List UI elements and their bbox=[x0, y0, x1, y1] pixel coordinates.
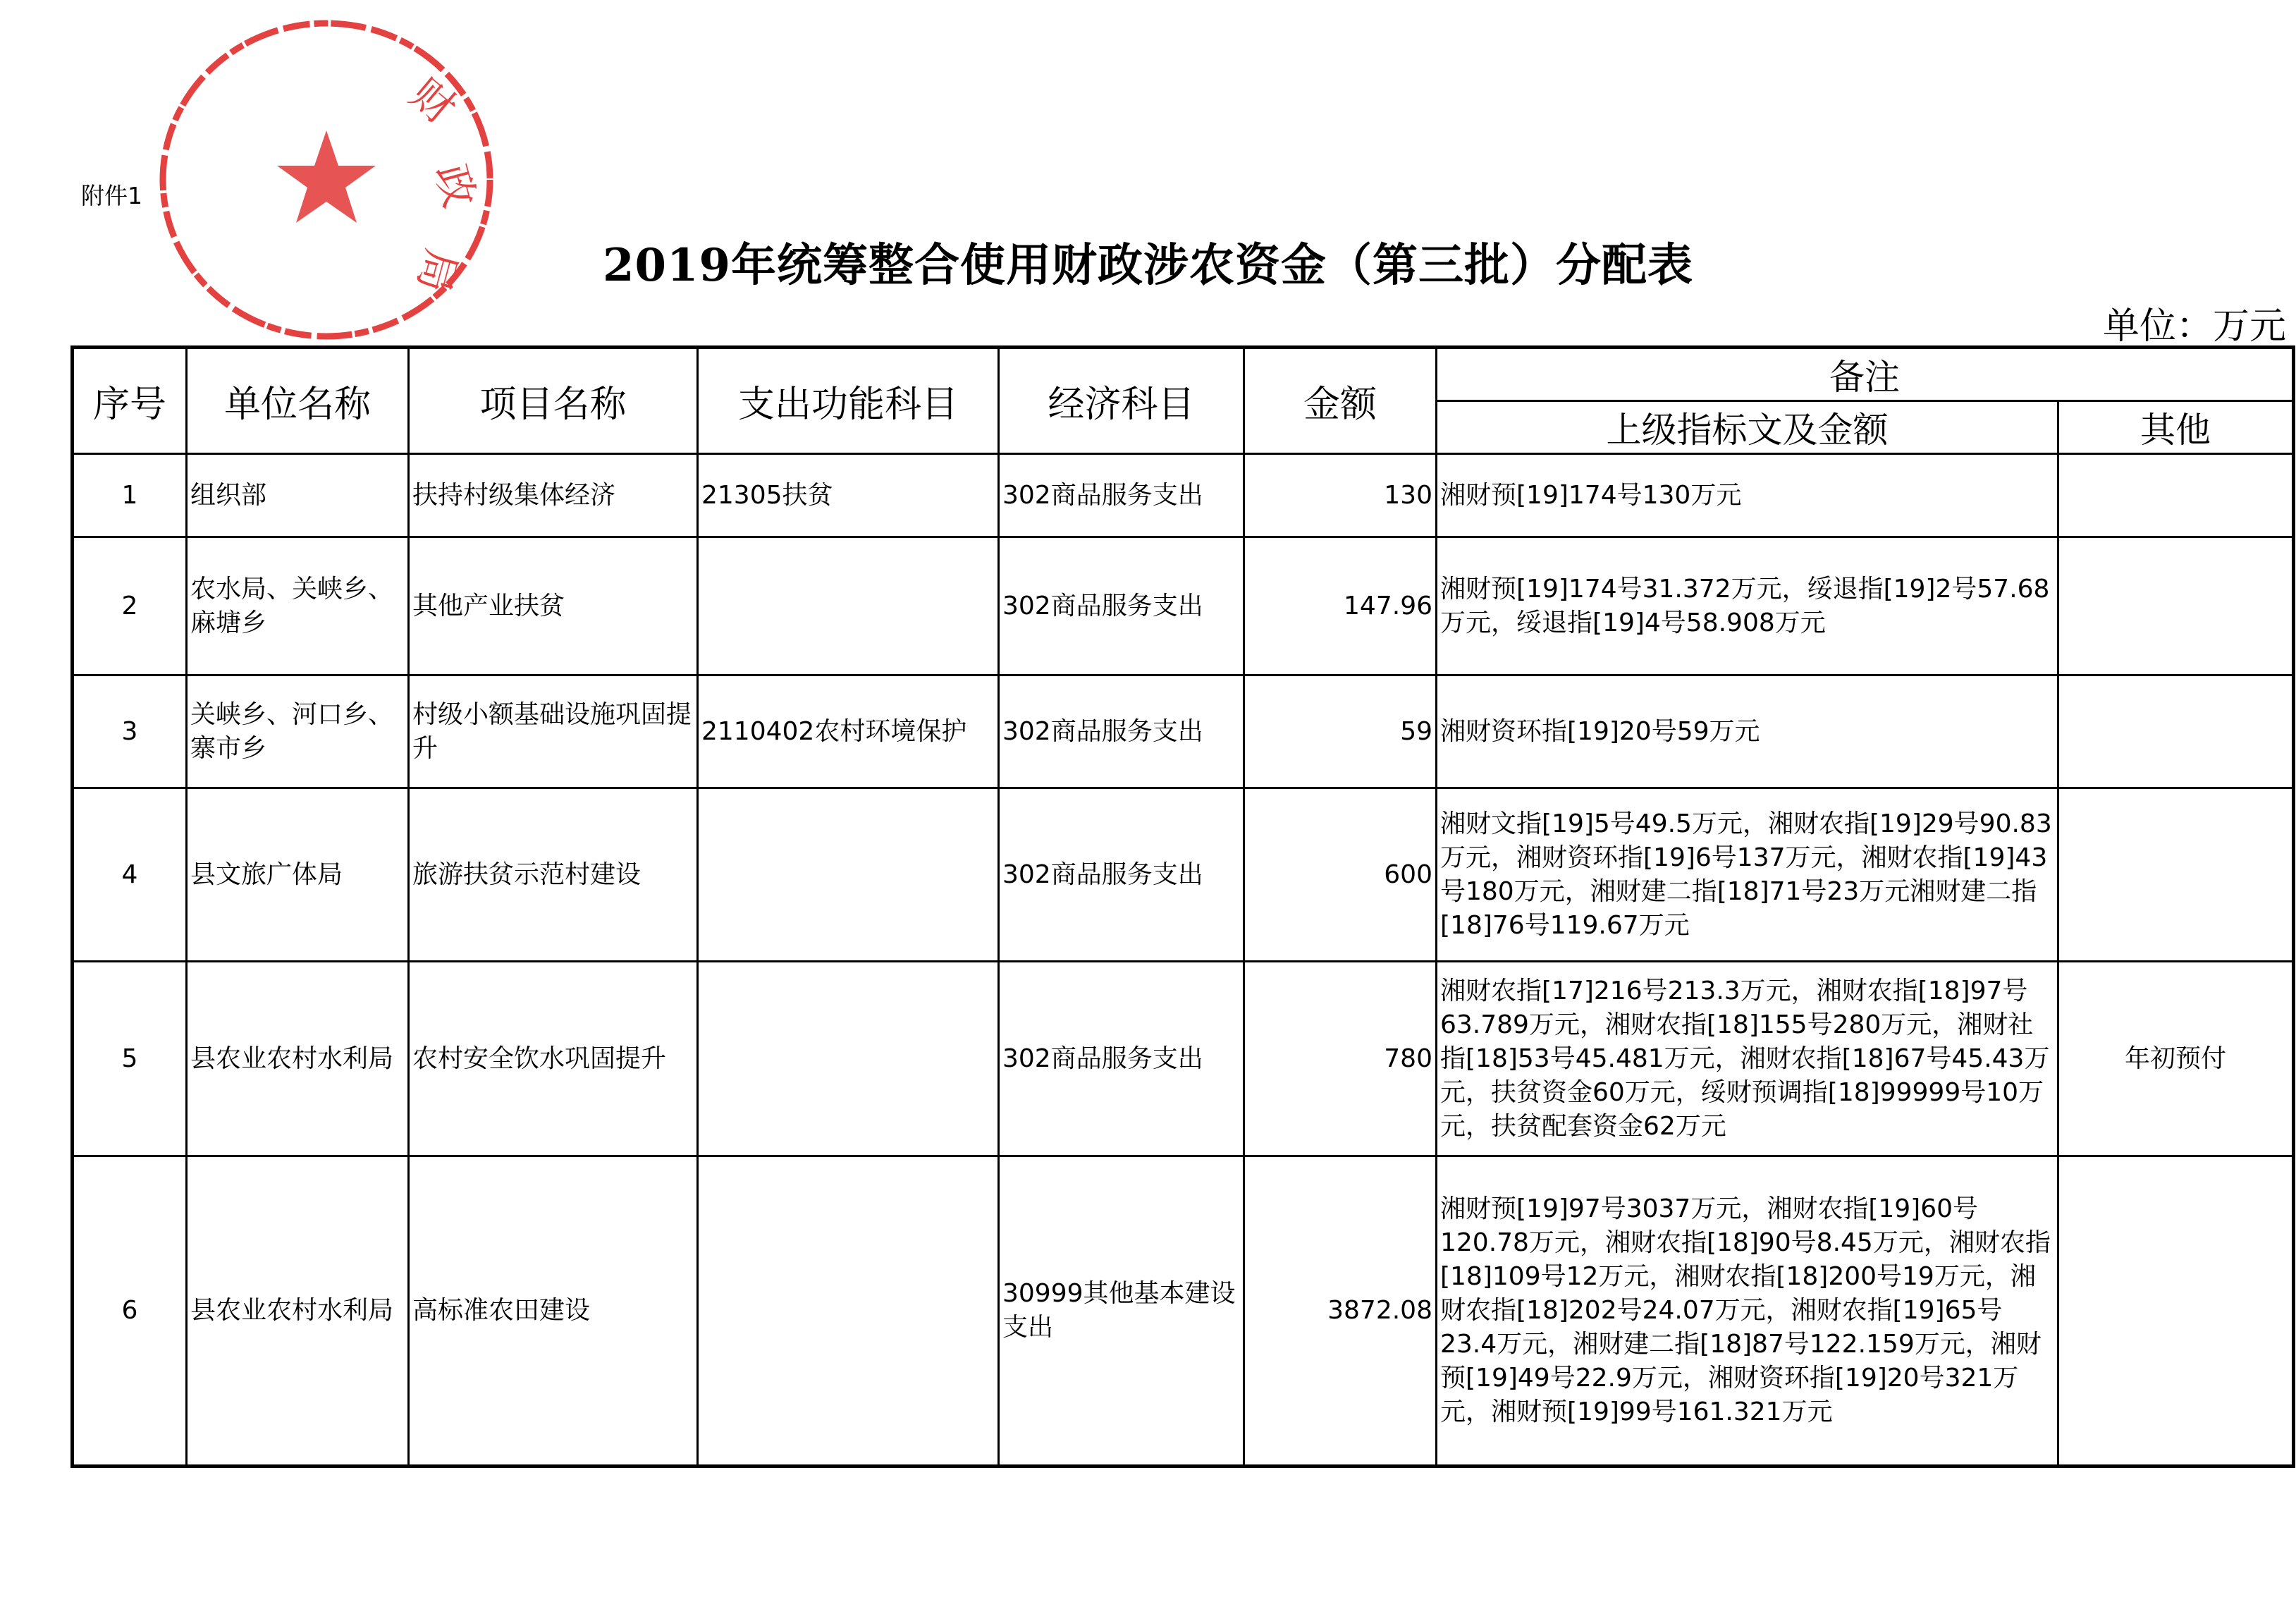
cell-economic: 302商品服务支出 bbox=[999, 454, 1244, 537]
cell-seq: 3 bbox=[73, 675, 187, 788]
attachment-label: 附件1 bbox=[81, 182, 142, 209]
header-amount: 金额 bbox=[1244, 348, 1437, 454]
cell-other bbox=[2058, 454, 2294, 537]
table-row bbox=[73, 1156, 2294, 1467]
cell-superior: 湘财农指[17]216号213.3万元，湘财农指[18]97号63.789万元，湘财农指[18]155号280万元，湘财社指[18]53号45.481万元，湘财农指[18]67号45.43万元，扶贫资金60万元，绥财预调指[18]99999号10万元，扶贫配套资金62万元 bbox=[1437, 962, 2058, 1156]
cell-seq: 1 bbox=[73, 454, 187, 537]
header-unit: 单位名称 bbox=[187, 348, 409, 454]
cell-economic: 302商品服务支出 bbox=[999, 962, 1244, 1156]
cell-function bbox=[698, 537, 999, 675]
cell-unit: 组织部 bbox=[187, 454, 409, 537]
official-seal bbox=[154, 14, 499, 345]
cell-amount: 59 bbox=[1244, 675, 1437, 788]
cell-economic: 302商品服务支出 bbox=[999, 788, 1244, 962]
cell-function: 2110402农村环境保护 bbox=[698, 675, 999, 788]
table-row bbox=[73, 537, 2294, 675]
header-remarks: 备注 bbox=[1437, 348, 2294, 401]
cell-other bbox=[2058, 788, 2294, 962]
cell-project: 其他产业扶贫 bbox=[409, 537, 698, 675]
cell-amount: 3872.08 bbox=[1244, 1156, 1437, 1467]
cell-unit: 关峡乡、河口乡、寨市乡 bbox=[187, 675, 409, 788]
cell-other bbox=[2058, 537, 2294, 675]
header-economic: 经济科目 bbox=[999, 348, 1244, 454]
cell-function bbox=[698, 962, 999, 1156]
cell-amount: 780 bbox=[1244, 962, 1437, 1156]
cell-other bbox=[2058, 675, 2294, 788]
page-title: 2019年统筹整合使用财政涉农资金（第三批）分配表 bbox=[602, 239, 1694, 292]
header-seq: 序号 bbox=[73, 348, 187, 454]
cell-project: 村级小额基础设施巩固提升 bbox=[409, 675, 698, 788]
cell-amount: 130 bbox=[1244, 454, 1437, 537]
header-other: 其他 bbox=[2058, 401, 2294, 454]
table-row bbox=[73, 675, 2294, 788]
header-project: 项目名称 bbox=[409, 348, 698, 454]
cell-economic: 30999其他基本建设支出 bbox=[999, 1156, 1244, 1467]
svg-text:财: 财 bbox=[400, 68, 465, 135]
cell-function: 21305扶贫 bbox=[698, 454, 999, 537]
cell-superior: 湘财预[19]97号3037万元，湘财农指[19]60号120.78万元，湘财农指[18]90号8.45万元，湘财农指[18]109号12万元，湘财农指[18]200号19万元，湘财农指[18]202号24.07万元，湘财农指[19]65号23.4万元，湘财建二指[18]87号122.159万元，湘财预[19]49号22.9万元，湘财资环指[19]20号321万元，湘财预[19]99号161.321万元 bbox=[1437, 1156, 2058, 1467]
table-row bbox=[73, 788, 2294, 962]
cell-project: 扶持村级集体经济 bbox=[409, 454, 698, 537]
cell-superior: 湘财文指[19]5号49.5万元，湘财农指[19]29号90.83万元，湘财资环指[19]6号137万元，湘财农指[19]43号180万元，湘财建二指[18]71号23万元湘财建二指[18]76号119.67万元 bbox=[1437, 788, 2058, 962]
cell-superior: 湘财预[19]174号130万元 bbox=[1437, 454, 2058, 537]
cell-seq: 4 bbox=[73, 788, 187, 962]
cell-seq: 2 bbox=[73, 537, 187, 675]
cell-project: 高标准农田建设 bbox=[409, 1156, 698, 1467]
svg-text:政: 政 bbox=[425, 159, 484, 213]
cell-function bbox=[698, 788, 999, 962]
cell-other: 年初预付 bbox=[2058, 962, 2294, 1156]
table-row bbox=[73, 454, 2294, 537]
header-superior: 上级指标文及金额 bbox=[1437, 401, 2058, 454]
cell-economic: 302商品服务支出 bbox=[999, 537, 1244, 675]
svg-text:局: 局 bbox=[407, 244, 467, 298]
cell-other bbox=[2058, 1156, 2294, 1467]
cell-seq: 5 bbox=[73, 962, 187, 1156]
cell-amount: 147.96 bbox=[1244, 537, 1437, 675]
header-function: 支出功能科目 bbox=[698, 348, 999, 454]
cell-superior: 湘财资环指[19]20号59万元 bbox=[1437, 675, 2058, 788]
cell-project: 农村安全饮水巩固提升 bbox=[409, 962, 698, 1156]
cell-unit: 县农业农村水利局 bbox=[187, 962, 409, 1156]
cell-seq: 6 bbox=[73, 1156, 187, 1467]
table-row bbox=[73, 962, 2294, 1156]
cell-economic: 302商品服务支出 bbox=[999, 675, 1244, 788]
cell-project: 旅游扶贫示范村建设 bbox=[409, 788, 698, 962]
cell-function bbox=[698, 1156, 999, 1467]
cell-superior: 湘财预[19]174号31.372万元，绥退指[19]2号57.68万元，绥退指[19]4号58.908万元 bbox=[1437, 537, 2058, 675]
unit-label: 单位：万元 bbox=[2102, 305, 2286, 348]
cell-unit: 县农业农村水利局 bbox=[187, 1156, 409, 1467]
cell-amount: 600 bbox=[1244, 788, 1437, 962]
cell-unit: 农水局、关峡乡、麻塘乡 bbox=[187, 537, 409, 675]
allocation-table bbox=[70, 345, 2295, 1468]
cell-unit: 县文旅广体局 bbox=[187, 788, 409, 962]
